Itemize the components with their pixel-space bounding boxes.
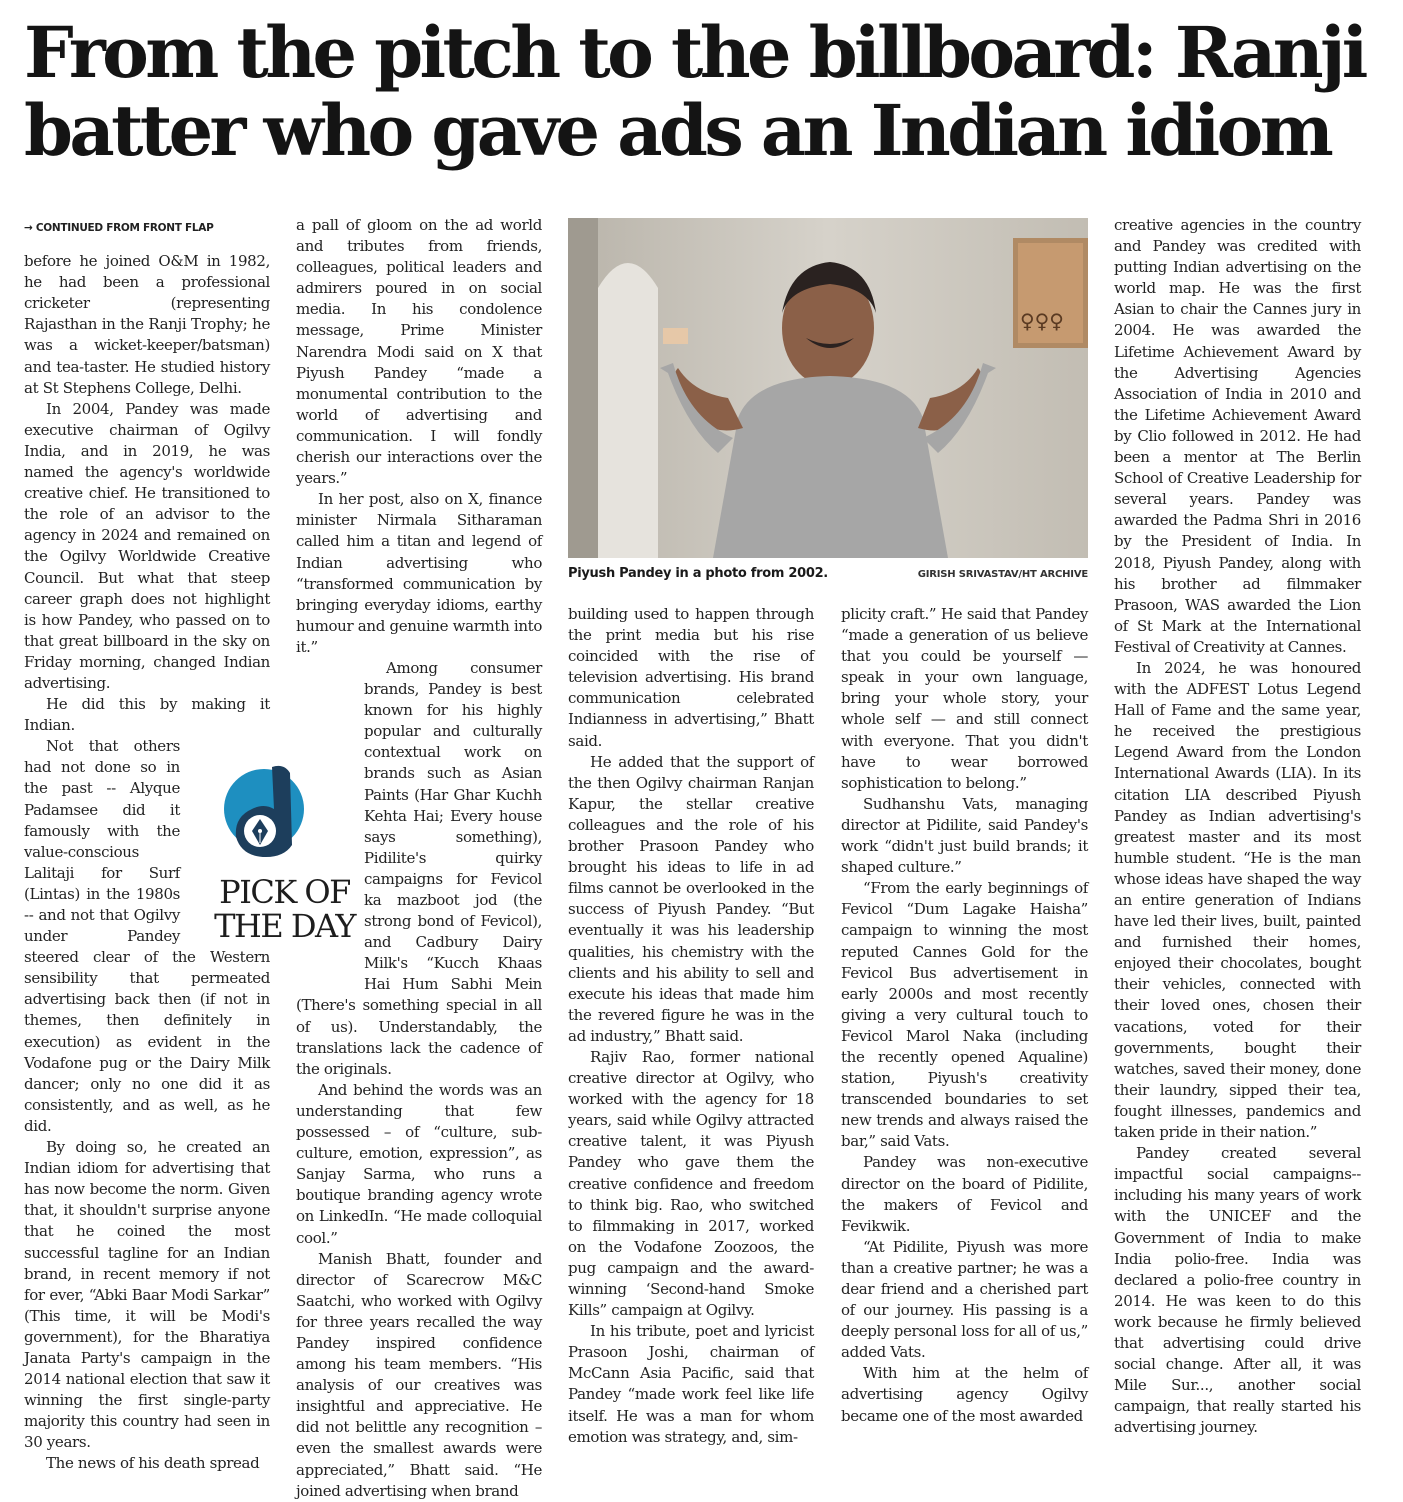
paragraph: Not that others had not done so in the past -- Alyque Padamsee did it famously with the value-conscious Lalitaji for Surf (Lintas) in the 1980s -- and not that Ogilvy under Pandey steered clear of the Western sensibility that permeated advertising back then (if not in themes, then definitely in execution) as evident in the Vodafone pug or the Dairy Milk dancer; only no one did it as consistently, and as well, as he did. <box>24 737 270 1135</box>
paragraph: before he joined O&M in 1982, he had been a professional cricketer (representing Rajasthan in the Ranji Trophy; he was a wicket-keeper/batsman) and tea-taster. He studied history at St Stephens College, Delhi. <box>24 252 270 397</box>
paragraph: He did this by making it Indian. <box>24 695 270 735</box>
article-column-2 <box>296 215 542 1500</box>
photo-caption <box>568 566 1088 581</box>
paragraph: Pandey was non-executive director on the board of Pidilite, the makers of Fevicol and Fevikwik. <box>841 1153 1088 1235</box>
paragraph: “From the early beginnings of Fevicol “Dum Lagake Haisha” campaign to winning the most reputed Cannes Gold for the Fevicol Bus advertisement in early 2000s and most recently giving a very cultural touch to Fevicol Marol Naka (including the recently opened Aqualine) station, Piyush's creativity transcended boundaries to set new trends and always raised the bar,” said Vats. <box>841 879 1088 1151</box>
caption-text: Piyush Pandey in a photo from 2002. <box>568 566 828 581</box>
paragraph: The news of his death spread <box>46 1454 260 1473</box>
paragraph: Among consumer brands, Pandey is best known for his highly popular and culturally contextual work on brands such as Asian Paints (Har Ghar Kuchh Kehta Hai; Every house says something), Pidilite's quirky campaigns for Fevicol ka mazboot jod (the strong bond of Fevicol), and Cadbury Dairy Milk's “Kucch Khaas Hai Hum Sabhi Mein (There's something special in all of us). Understandably, the translations lack the cadence of the originals. <box>296 658 542 1078</box>
paragraph: In 2024, he was honoured with the ADFEST Lotus Legend Hall of Fame and the same year, he received the prestigious Legend Award from the London International Awards (LIA). In its citation LIA described Piyush Pandey as Indian advertising's greatest master and its most humble student. “He is the man whose ideas have shaped the way an entire generation of Indians have led their lives, built, painted and furnished their homes, enjoyed their chocolates, bought their vehicles, connected with their loved ones, chosen their vacations, voted for their governments, bought their watches, saved their money, done their laundry, sipped their tea, fought illnesses, pandemics and taken pride in their nation.” <box>1114 658 1361 1142</box>
article-photo <box>568 218 1088 558</box>
pick-of-the-day-label: PICK OF THE DAY <box>214 873 355 945</box>
headline-line-2: batter who gave ads an Indian idiom <box>24 89 1331 172</box>
paragraph: And behind the words was an understanding that few possessed – of “culture, sub-culture, emotion, expression”, as Sanjay Sarma, who runs a boutique branding agency wrote on LinkedIn. “He made colloquial cool.” <box>296 1080 542 1247</box>
photo-credit: GIRISH SRIVASTAV/HT ARCHIVE <box>917 569 1088 580</box>
paragraph: Rajiv Rao, former national creative director at Ogilvy, who worked with the agency for 18 years, said while Ogilvy attracted creative talent, it was Piyush Pandey who gave them the creative confidence and freedom to think big. Rao, who switched to filmmaking in 2017, worked on the Vodafone Zoozoos, the pug campaign and the award-winning ‘Second-hand Smoke Kills” campaign at Ogilvy. <box>568 1047 814 1320</box>
paragraph: creative agencies in the country and Pandey was credited with putting Indian advertising on the world map. He was the first Asian to chair the Cannes jury in 2004. He was awarded the Lifetime Achievement Award by the Advertising Agencies Association of India in 2010 and the Lifetime Achievement Award by Clio followed in 2012. He had been a mentor at The Berlin School of Creative Leadership for several years. Pandey was awarded the Padma Shri in 2016 by the President of India. In 2018, Piyush Pandey, along with his brother ad filmmaker Prasoon, WAS awarded the Lion of St Mark at the International Festival of Creativity at Cannes. <box>1114 216 1361 656</box>
paragraph: “At Pidilite, Piyush was more than a creative partner; he was a dear friend and a cherished part of our journey. His passing is a deeply personal loss for all of us,” added Vats. <box>841 1237 1088 1362</box>
svg-text:♀♀♀: ♀♀♀ <box>1020 309 1064 333</box>
headline-line-1: From the pitch to the billboard: Ranji <box>24 11 1365 94</box>
article-column-3 <box>568 604 814 1446</box>
paragraph: a pall of gloom on the ad world and tributes from friends, colleagues, political leaders and admirers poured in on social media. In his condolence message, Prime Minister Narendra Modi said on X that Piyush Pandey “made a monumental contribution to the world of advertising and communication. I will fondly cherish our interactions over the years.” <box>296 216 542 488</box>
paragraph: In her post, also on X, finance minister Nirmala Sitharaman called him a titan and legend of Indian advertising who “transformed communication by bringing everyday idioms, earthy humour and genuine warmth into it.” <box>296 490 542 656</box>
paragraph: Pandey created several impactful social campaigns-- including his many years of work with the UNICEF and the Government of India to make India polio-free. India was declared a polio-free country in 2014. He was keen to do this work because he firmly believed that advertising could drive social change. After all, it was Mile Sur..., another social campaign, that really started his advertising journey. <box>1114 1144 1361 1437</box>
paragraph: He added that the support of the then Ogilvy chairman Ranjan Kapur, the stellar creative colleagues and the role of his brother Prasoon Pandey who brought his ideas to life in ad films cannot be overlooked in the success of Piyush Pandey. “But eventually it was his leadership qualities, his chemistry with the clients and his ability to sell and execute his ideas that made him the revered figure he was in the ad industry,” Bhatt said. <box>568 752 814 1045</box>
paragraph: building used to happen through the print media but his rise coincided with the rise of television advertising. His brand communication celebrated Indianness in advertising,” Bhatt said. <box>568 605 814 750</box>
article-column-5 <box>1114 215 1361 1437</box>
paragraph: In 2004, Pandey was made executive chairman of Ogilvy India, and in 2019, he was named the agency's worldwide creative chief. He transitioned to the role of an advisor to the agency in 2024 and remained on the Ogilvy Worldwide Creative Council. But what that steep career graph does not highlight is how Pandey, who passed on to that great billboard in the sky on Friday morning, changed Indian advertising. <box>24 399 270 692</box>
headline <box>24 11 1384 172</box>
paragraph: Sudhanshu Vats, managing director at Pidilite, said Pandey's work “didn't just build brands; it shaped culture.” <box>841 794 1088 877</box>
paragraph: With him at the helm of advertising agency Ogilvy became one of the most awarded <box>841 1364 1088 1425</box>
paragraph: Manish Bhatt, founder and director of Scarecrow M&C Saatchi, who worked with Ogilvy for three years recalled the way Pandey inspired confidence among his team members. “His analysis of our creatives was insightful and appreciative. He did not belittle any recognition – even the smallest awards were appreciated,” Bhatt said. “He joined advertising when brand <box>296 1249 542 1500</box>
paragraph: By doing so, he created an Indian idiom for advertising that has now become the norm. Given that, it shouldn't surprise anyone that he coined the most successful tagline for an Indian brand, in recent memory if not for ever, “Abki Baar Modi Sarkar” (This time, it will be Modi's government), for the Bharatiya Janata Party's campaign in the 2014 national election that saw it winning the first single-party majority this country had seen in 30 years. <box>24 1138 270 1452</box>
paragraph: In his tribute, poet and lyricist Prasoon Joshi, chairman of McCann Asia Pacific, said that Pandey “made work feel like life itself. He was a man for whom emotion was strategy, and, sim- <box>568 1322 814 1446</box>
paragraph: plicity craft.” He said that Pandey “made a generation of us believe that you could be yourself — speak in your own language, bring your whole story, your whole self — and still connect with everyone. That you didn't have to wear borrowed sophistication to belong.” <box>841 605 1088 792</box>
portrait-photo <box>568 218 1088 558</box>
continued-from-label: → CONTINUED FROM FRONT FLAP <box>24 222 214 234</box>
article-column-4 <box>841 604 1088 1430</box>
